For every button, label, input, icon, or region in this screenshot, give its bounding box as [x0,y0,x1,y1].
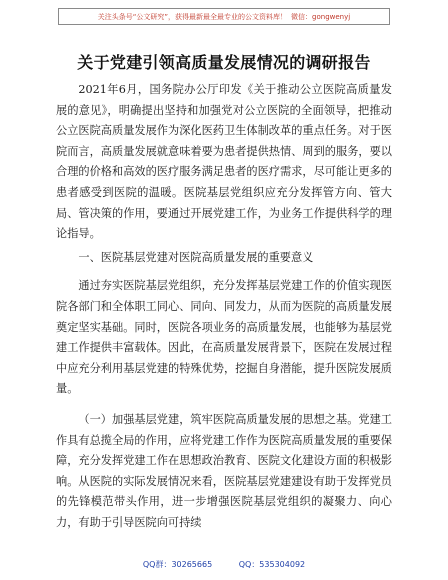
footer-qq-group: QQ群：30265665 [142,560,213,569]
document-title: 关于党建引领高质量发展情况的调研报告 [77,53,371,72]
intro-paragraph: 2021年6月，国务院办公厅印发《关于推动公立医院高质量发展的意见》，明确提出坚持和加强党对公立医院的全面领导，把推动公立医院高质量发展作为深化医药卫生体制改革的重点任务。对于医院而言，高质量发展就意味着要为患者提供热情、周到的服务，要以合理的价格和高效的医疗服务满足患者的医疗需求，尽可能让更多的患者感受到医院的温暖。医院基层党组织应充分发挥管方向、管大局、管决策的作用，要通过开展党建工作，为业务工作提供科学的理论指导。 [56,83,392,241]
header-wechat: 微信：gongwenyj [291,12,351,21]
footer-contact [0,559,448,570]
header-notice: 关注头条号“公文研究”，获得最新最全最专业的公文资料库！ [97,12,288,21]
footer-qq: QQ：535304092 [238,560,306,569]
body-paragraph: 通过夯实医院基层党组织，充分发挥基层党建工作的价值实现医院各部门和全体职工同心、同向、同发力，从而为医院的高质量发展奠定坚实基础。同时，医院各项业务的高质量发展，也能够为基层党建工作提供丰富载体。因此，在高质量发展背景下，医院在发展过程中应充分利用基层党建的特殊优势，挖掘自身潜能，提升医院发展质量。 [56,279,392,396]
document-body [56,80,392,533]
subsection-paragraph: （一）加强基层党建，筑牢医院高质量发展的思想之基。党建工作具有总揽全局的作用，应将党建工作作为医院高质量发展的重要保障，充分发挥党建工作在思想政治教育、医院文化建设方面的积极影响。从医院的实际发展情况来看，医院基层党建建设有助于发挥党员的先锋模范带头作用，进一步增强医院基层党组织的凝聚力、向心力，有助于引导医院向可持续 [56,412,392,529]
section-heading: 一、医院基层党建对医院高质量发展的重要意义 [78,250,314,264]
header-banner [58,8,390,25]
